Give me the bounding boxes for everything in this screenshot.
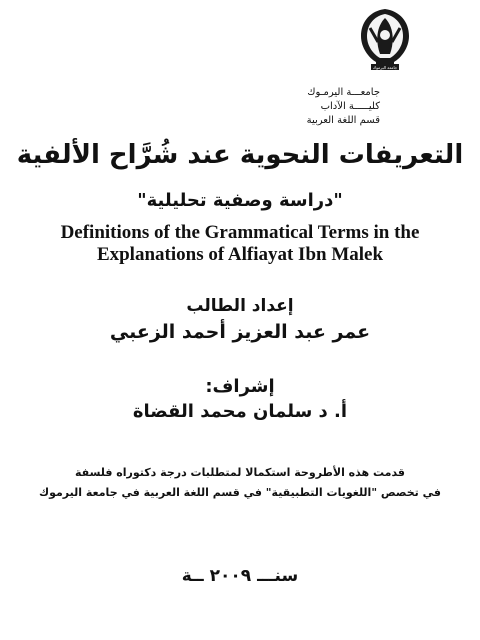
university-crest-icon <box>352 6 418 72</box>
supervisor-name: أ. د سلمان محمد القضاة <box>132 401 348 422</box>
author-name: عمر عبد العزيز أحمد الزعبي <box>109 321 371 343</box>
supervision-label: إشراف: <box>205 376 275 397</box>
submission-year: سنـــ ٢٠٠٩ ــة <box>181 566 299 586</box>
statement-line-1: قدمت هذه الأطروحة استكمالا لمتطلبات درجة دكتوراه فلسفة <box>74 466 406 479</box>
crest-caption: جامعة اليرموك <box>372 65 398 70</box>
thesis-title-arabic: التعريفات النحوية عند شُرَّاح الألفية <box>16 140 464 170</box>
thesis-subtitle-arabic: "دراسة وصفية تحليلية" <box>137 190 343 211</box>
english-title-line-2: Explanations of Alfiayat Ibn Malek <box>96 244 384 265</box>
university-name: جامعـــة اليرمـوك <box>307 87 380 98</box>
submission-statement <box>0 463 480 503</box>
thesis-title-english <box>0 222 480 266</box>
prepared-by-label: إعداد الطالب <box>186 296 294 316</box>
faculty-name: كليـــــة الآداب <box>320 101 380 112</box>
department-name: قسم اللغة العربية <box>306 115 380 126</box>
english-title-line-1: Definitions of the Grammatical Terms in the <box>60 222 420 243</box>
statement-line-2: في تخصص "اللغويات التطبيقية" في قسم اللغة العربية في جامعة اليرموك <box>39 486 441 499</box>
institution-block <box>307 86 380 128</box>
